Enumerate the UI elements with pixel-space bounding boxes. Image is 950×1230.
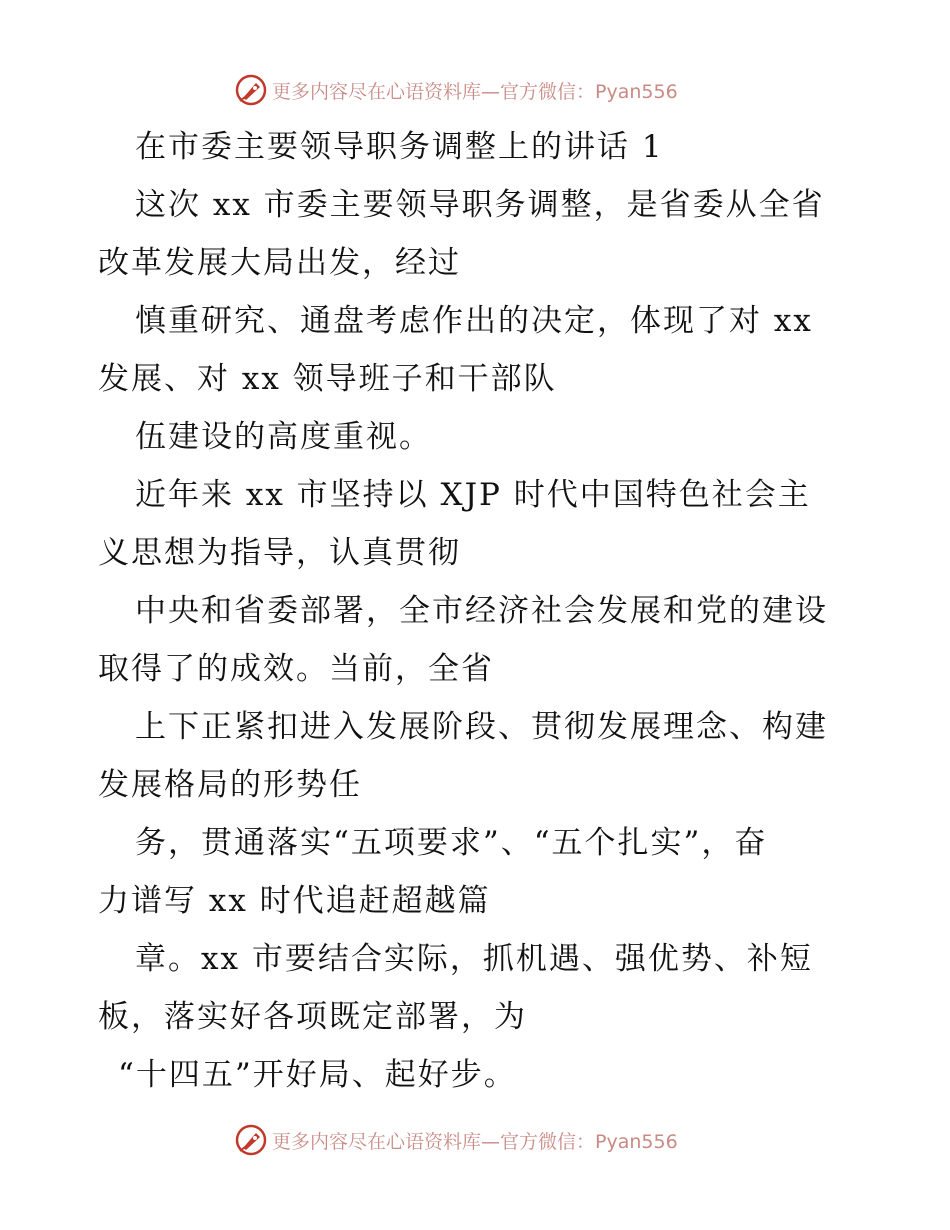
text-line: 改革发展大局出发，经过 [98, 245, 461, 281]
text-line: 这次 xx 市委主要领导职务调整，是省委从全省 [135, 187, 825, 223]
text-line: 伍建设的高度重视。 [135, 419, 432, 455]
text-line: 中央和省委部署，全市经济社会发展和党的建设 [135, 593, 828, 629]
watermark-footer [234, 1122, 678, 1158]
watermark-text: 更多内容尽在心语资料库—官方微信：Pyan556 [272, 1130, 678, 1153]
watermark-header [234, 72, 678, 108]
text-line: 近年来 xx 市坚持以 XJP 时代中国特色社会主 [135, 477, 811, 513]
text-line: 慎重研究、通盘考虑作出的决定，体现了对 xx [135, 303, 813, 339]
document-title: 在市委主要领导职务调整上的讲话 1 [135, 129, 664, 165]
text-line: 发展格局的形势任 [98, 767, 362, 803]
text-line: 发展、对 xx 领导班子和干部队 [98, 361, 557, 397]
pen-nib-logo [234, 73, 268, 107]
text-line: 力谱写 xx 时代追赶超越篇 [98, 883, 491, 919]
text-line: 上下正紧扣进入发展阶段、贯彻发展理念、构建 [135, 709, 828, 745]
text-line: 板，落实好各项既定部署，为 [98, 999, 527, 1035]
text-line: 取得了的成效。当前，全省 [98, 651, 494, 687]
pen-nib-logo [234, 1123, 268, 1157]
text-line: 务，贯通落实“五项要求”、“五个扎实”，奋 [135, 825, 768, 861]
text-line: 章。xx 市要结合实际，抓机遇、强优势、补短 [135, 941, 813, 977]
text-line: “十四五”开好局、起好步。 [118, 1057, 517, 1093]
text-line: 义思想为指导，认真贯彻 [98, 535, 461, 571]
watermark-text: 更多内容尽在心语资料库—官方微信：Pyan556 [272, 80, 678, 103]
